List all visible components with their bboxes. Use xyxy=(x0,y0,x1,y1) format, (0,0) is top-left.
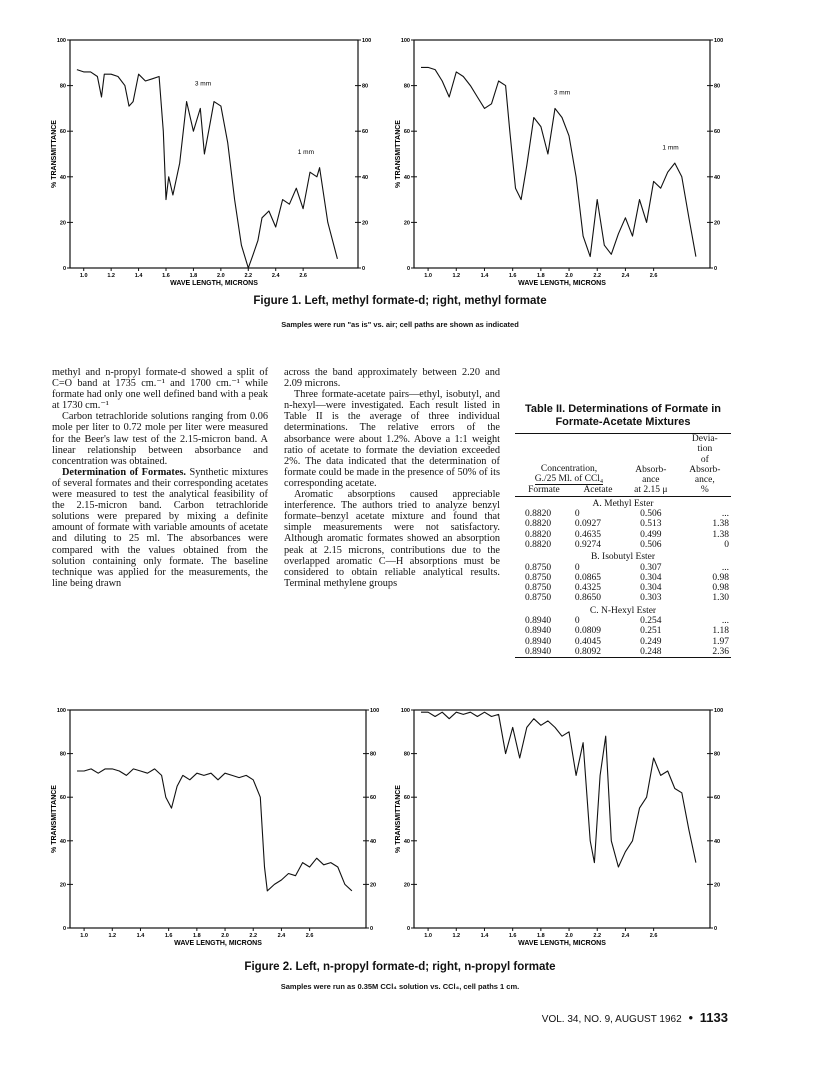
x-tick-label: 1.0 xyxy=(80,933,88,939)
table-row xyxy=(515,573,731,583)
fig2-right-spectrum xyxy=(392,700,732,952)
section-name: C. N-Hexyl Ester xyxy=(589,605,657,616)
y-tick-label-right: 40 xyxy=(362,174,369,181)
fig2-left-spectrum xyxy=(48,700,388,952)
y-tick-label: 100 xyxy=(400,708,410,714)
header-dev-2: tion xyxy=(697,444,713,455)
x-tick-label: 1.8 xyxy=(537,933,545,939)
cell-path-annotation: 3 mm xyxy=(194,80,212,88)
table-cell: 0.8820 xyxy=(525,519,552,530)
table-cell: 0.8820 xyxy=(525,529,552,540)
y-tick-label-right: 80 xyxy=(714,83,721,90)
y-tick-label: 0 xyxy=(62,266,66,272)
y-tick-label: 100 xyxy=(56,38,66,44)
figure1-note: Samples were run "as is" vs. air; cell paths are shown as indicated xyxy=(281,320,519,329)
table-cell: 0.249 xyxy=(640,636,662,647)
x-tick-label: 2.4 xyxy=(621,933,630,939)
table-cell: 0.8650 xyxy=(574,593,601,604)
x-tick-label: 1.0 xyxy=(79,273,88,279)
header-dev-5: ance, xyxy=(694,475,715,486)
x-tick-label: 2.4 xyxy=(277,933,286,939)
table-cell: 0.4635 xyxy=(574,529,601,540)
spectrum-line xyxy=(77,70,338,268)
table-cell: 0.506 xyxy=(640,509,662,520)
y-tick-label-right: 60 xyxy=(714,795,721,802)
x-axis-label: WAVE LENGTH, MICRONS xyxy=(518,280,606,287)
table-cell: 0.8940 xyxy=(525,616,552,627)
table-cell: 0.304 xyxy=(640,572,662,583)
header-abs-3: at 2.15 μ xyxy=(634,485,668,496)
table-row xyxy=(515,509,731,519)
x-tick-label: 2.2 xyxy=(593,933,602,939)
y-tick-label: 40 xyxy=(59,838,66,845)
footer-bullet: • xyxy=(688,1010,694,1025)
y-tick-label: 80 xyxy=(403,83,410,90)
y-tick-label-right: 0 xyxy=(714,926,718,932)
left-text-column xyxy=(52,367,268,589)
y-axis-label: % TRANSMITTANCE xyxy=(51,120,58,188)
x-tick-label: 1.6 xyxy=(164,933,173,939)
y-tick-label: 40 xyxy=(403,174,410,181)
fig1-left-spectrum xyxy=(48,30,380,292)
table-cell: 0.8750 xyxy=(525,593,552,604)
table-cell: 0 xyxy=(724,539,729,550)
table-cell: 0.8940 xyxy=(525,636,552,647)
table-cell: 0.251 xyxy=(640,626,662,637)
left-para-1: methyl and n-propyl formate-d showed a split of C=O band at 1735 cm.⁻¹ and 1700 cm.⁻¹ while formate had only one well defined band with a peak at 1730 cm.⁻¹ xyxy=(52,367,268,412)
header-dev-1: Devia- xyxy=(691,434,718,444)
cell-path-annotation: 3 mm xyxy=(553,89,571,97)
y-tick-label-right: 20 xyxy=(370,882,377,889)
y-tick-label-right: 80 xyxy=(370,751,377,758)
journal-issue: VOL. 34, NO. 9, AUGUST 1962 xyxy=(541,1014,682,1025)
x-axis-label: WAVE LENGTH, MICRONS xyxy=(518,940,606,947)
table-cell: 2.36 xyxy=(712,646,729,657)
y-tick-label: 0 xyxy=(406,266,410,272)
y-tick-label-right: 100 xyxy=(370,708,380,714)
x-tick-label: 2.2 xyxy=(593,273,602,279)
table-cell: 0.506 xyxy=(640,539,662,550)
table-row xyxy=(515,540,731,550)
figure1-right-chart xyxy=(392,30,732,292)
plot-frame xyxy=(70,40,358,268)
table-row xyxy=(515,563,731,573)
table-cell: 1.18 xyxy=(712,626,729,637)
table-row xyxy=(515,583,731,593)
table-cell: 0.8750 xyxy=(525,562,552,573)
table-cell: 0.9274 xyxy=(574,539,601,550)
plot-frame xyxy=(414,710,710,928)
table-cell: 0 xyxy=(574,509,580,520)
x-tick-label: 2.0 xyxy=(565,273,573,279)
y-axis-label: % TRANSMITTANCE xyxy=(51,785,58,853)
table-cell: 1.30 xyxy=(712,593,729,604)
middle-para-2: Three formate-acetate pairs—ethyl, isobutyl, and n-hexyl—were investigated. Each result listed in Table II is the average of three individual determinations. The relative errors of the absorbance were about 1.2%. Above a 1:1 weight ratio of acetate to formate the deviation exceeded 2%. The data indicated that the determination of formate could be made in the presence of 50% of its corresponding acetate. xyxy=(284,389,500,489)
y-tick-label: 20 xyxy=(59,220,66,227)
y-tick-label: 0 xyxy=(406,926,410,932)
cell-path-annotation: 1 mm xyxy=(297,149,315,156)
spectrum-line xyxy=(77,769,352,891)
table-cell: 0.0809 xyxy=(574,626,601,637)
header-concentration xyxy=(515,434,623,485)
x-tick-label: 2.6 xyxy=(305,933,314,939)
section-name: A. Methyl Ester xyxy=(592,498,654,509)
table-row xyxy=(515,519,731,529)
y-tick-label: 20 xyxy=(59,882,66,889)
cell-path-annotation: 1 mm xyxy=(662,144,679,152)
table-cell: 0.98 xyxy=(712,572,729,583)
x-tick-label: 1.0 xyxy=(424,933,432,939)
y-tick-label-right: 40 xyxy=(714,174,721,181)
header-absorbance xyxy=(623,434,679,485)
table-cell: 0.8820 xyxy=(525,509,552,520)
table-cell: 1.38 xyxy=(712,519,729,530)
table-row xyxy=(515,616,731,626)
y-tick-label-right: 80 xyxy=(362,83,369,90)
table-section-header xyxy=(515,550,731,562)
middle-para-1: across the band approximately between 2.20 and 2.09 microns. xyxy=(284,367,500,390)
section-heading: Determination of Formates. xyxy=(62,466,187,478)
middle-para-3: Aromatic absorptions caused appreciable interference. The authors tried to analyze benzyl formate–benzyl acetate mixture and found that simple measurements were not satisfactory. Although aromatic formates showed an absorption peak at 2.15 microns, contributions due to the overlapped aromatic C—H absorptions must be considered to obtain reliable analytical results. Terminal methylene groups xyxy=(284,489,500,589)
header-abs-2: ance xyxy=(642,475,660,486)
y-tick-label: 40 xyxy=(59,174,66,181)
figure1-caption: Figure 1. Left, methyl formate-d; right, methyl formate xyxy=(253,295,547,307)
header-dev-4: Absorb- xyxy=(689,464,721,475)
y-tick-label-right: 100 xyxy=(714,708,724,714)
table-cell: 1.38 xyxy=(712,529,729,540)
y-tick-label-right: 20 xyxy=(714,882,721,889)
middle-text-column xyxy=(284,367,500,589)
x-tick-label: 1.0 xyxy=(424,273,432,279)
y-tick-label-right: 100 xyxy=(714,38,724,44)
y-tick-label-right: 20 xyxy=(362,220,369,227)
x-tick-label: 1.6 xyxy=(508,933,517,939)
header-dev-6: % xyxy=(700,485,709,496)
header-dev-3: of xyxy=(700,454,709,465)
x-tick-label: 2.4 xyxy=(271,273,280,279)
table-cell: 0.499 xyxy=(640,529,662,540)
y-tick-label: 60 xyxy=(403,795,410,802)
y-tick-label-right: 40 xyxy=(714,838,721,845)
x-tick-label: 2.4 xyxy=(621,273,630,279)
y-tick-label: 60 xyxy=(403,129,410,136)
y-tick-label: 80 xyxy=(59,83,66,90)
y-tick-label-right: 0 xyxy=(370,926,374,932)
table-2-grid xyxy=(515,434,731,657)
x-tick-label: 1.4 xyxy=(134,273,143,279)
figure2-caption: Figure 2. Left, n-propyl formate-d; right, n-propyl formate xyxy=(244,961,556,973)
x-tick-label: 2.0 xyxy=(221,933,229,939)
x-tick-label: 1.8 xyxy=(189,273,198,279)
y-tick-label-right: 0 xyxy=(714,266,718,272)
x-tick-label: 2.6 xyxy=(649,933,658,939)
table-cell: 0.304 xyxy=(640,583,662,594)
x-tick-label: 1.2 xyxy=(107,273,115,279)
x-tick-label: 1.8 xyxy=(193,933,201,939)
table-cell: 0.0865 xyxy=(574,572,601,583)
table-section-header xyxy=(515,604,731,616)
figure2-left-chart xyxy=(48,700,388,952)
table-cell: ... xyxy=(721,509,729,520)
table-cell: 0.8940 xyxy=(525,626,552,637)
table-row xyxy=(515,593,731,603)
x-tick-label: 1.4 xyxy=(136,933,145,939)
x-tick-label: 2.0 xyxy=(565,933,573,939)
table-cell: 0.8940 xyxy=(525,646,552,657)
table-cell: 0.8750 xyxy=(525,583,552,594)
table-cell: 0.8750 xyxy=(525,572,552,583)
header-deviation xyxy=(679,434,731,485)
table-cell: 0.303 xyxy=(640,593,662,604)
table-cell: 0.254 xyxy=(640,616,662,627)
y-tick-label: 40 xyxy=(403,838,410,845)
table-cell: 0.307 xyxy=(640,562,662,573)
table-2 xyxy=(515,403,731,658)
x-tick-label: 1.2 xyxy=(452,273,461,279)
y-tick-label: 60 xyxy=(59,795,66,802)
x-tick-label: 2.0 xyxy=(217,273,225,279)
y-tick-label: 80 xyxy=(403,751,410,758)
spectrum-line xyxy=(421,712,696,867)
table-cell: ... xyxy=(721,616,729,627)
plot-frame xyxy=(70,710,366,928)
figure1-left-chart xyxy=(48,30,380,292)
table-cell: 0 xyxy=(574,616,580,627)
y-axis-label: % TRANSMITTANCE xyxy=(395,120,402,188)
y-tick-label-right: 0 xyxy=(362,266,366,272)
table-row xyxy=(515,647,731,657)
fig1-right-spectrum xyxy=(392,30,732,292)
header-conc-line2: G./25 Ml. of CCl₄ xyxy=(534,474,604,485)
y-tick-label: 80 xyxy=(59,751,66,758)
header-formate: Formate xyxy=(528,485,560,496)
table-cell: ... xyxy=(721,562,729,573)
header-abs-1: Absorb- xyxy=(635,464,667,475)
table-cell: 0.0927 xyxy=(574,519,601,530)
table-cell: 0.248 xyxy=(640,646,662,657)
figure2-note: Samples were run as 0.35M CCl₄ solution vs. CCl₄, cell paths 1 cm. xyxy=(280,982,520,991)
x-tick-label: 1.4 xyxy=(480,933,489,939)
left-para-2: Carbon tetrachloride solutions ranging from 0.06 mole per liter to 0.72 mole per liter were measured for the Beer's law test of the 2.15-micron band. A linear relationship between absorbance and concentration was obtained. xyxy=(52,411,268,467)
table-row xyxy=(515,637,731,647)
figure2-right-chart xyxy=(392,700,732,952)
table-cell: 0.8092 xyxy=(574,646,601,657)
y-tick-label: 100 xyxy=(400,38,410,44)
y-tick-label: 20 xyxy=(403,220,410,227)
x-tick-label: 1.2 xyxy=(452,933,461,939)
y-tick-label-right: 60 xyxy=(362,129,369,136)
x-axis-label: WAVE LENGTH, MICRONS xyxy=(174,940,262,947)
x-tick-label: 2.6 xyxy=(299,273,307,279)
y-tick-label: 20 xyxy=(403,882,410,889)
x-tick-label: 1.2 xyxy=(108,933,117,939)
left-para-3-text: Synthetic mixtures of several formates and their corresponding acetates were measured to test the analytical feasibility of the 2.15-micron band. Carbon tetrachloride solutions were prepared by mixing a definite amount of formate with variable amounts of acetate and diluting to 25 ml. The absorbances were compared with the values obtained from the solution containing only formate. The baseline technique was applied for the measurements, the line being drawn xyxy=(52,466,268,589)
x-tick-label: 1.6 xyxy=(508,273,517,279)
y-axis-label: % TRANSMITTANCE xyxy=(395,785,402,853)
y-tick-label-right: 60 xyxy=(370,795,377,802)
y-tick-label: 100 xyxy=(56,708,66,714)
page-footer xyxy=(450,1010,728,1025)
y-tick-label: 60 xyxy=(59,129,66,136)
table-cell: 0.98 xyxy=(712,583,729,594)
table-cell: 0 xyxy=(574,562,580,573)
left-para-3 xyxy=(52,467,268,589)
table-cell: 0.4325 xyxy=(574,583,601,594)
y-tick-label-right: 60 xyxy=(714,129,721,136)
table-section-header xyxy=(515,496,731,509)
x-tick-label: 2.2 xyxy=(244,273,253,279)
y-tick-label-right: 100 xyxy=(362,38,372,44)
table-cell: 0.513 xyxy=(640,519,662,530)
section-name: B. Isobutyl Ester xyxy=(590,552,656,563)
table-cell: 0.8820 xyxy=(525,539,552,550)
table-cell: 1.97 xyxy=(712,636,729,647)
x-tick-label: 1.4 xyxy=(480,273,489,279)
x-tick-label: 2.6 xyxy=(649,273,658,279)
x-tick-label: 1.6 xyxy=(162,273,170,279)
y-tick-label: 0 xyxy=(62,926,66,932)
x-axis-label: WAVE LENGTH, MICRONS xyxy=(170,280,258,287)
x-tick-label: 1.8 xyxy=(537,273,545,279)
table-cell: 0.4045 xyxy=(574,636,601,647)
y-tick-label-right: 20 xyxy=(714,220,721,227)
table-row xyxy=(515,530,731,540)
plot-frame xyxy=(414,40,710,268)
x-tick-label: 2.2 xyxy=(249,933,258,939)
y-tick-label-right: 40 xyxy=(370,838,377,845)
y-tick-label-right: 80 xyxy=(714,751,721,758)
header-acetate: Acetate xyxy=(583,485,613,496)
page-number: 1133 xyxy=(699,1010,728,1025)
table-row xyxy=(515,626,731,636)
table-2-title: Table II. Determinations of Formate in Formate-Acetate Mixtures xyxy=(525,403,721,428)
header-conc-line1: Concentration, xyxy=(540,463,598,474)
